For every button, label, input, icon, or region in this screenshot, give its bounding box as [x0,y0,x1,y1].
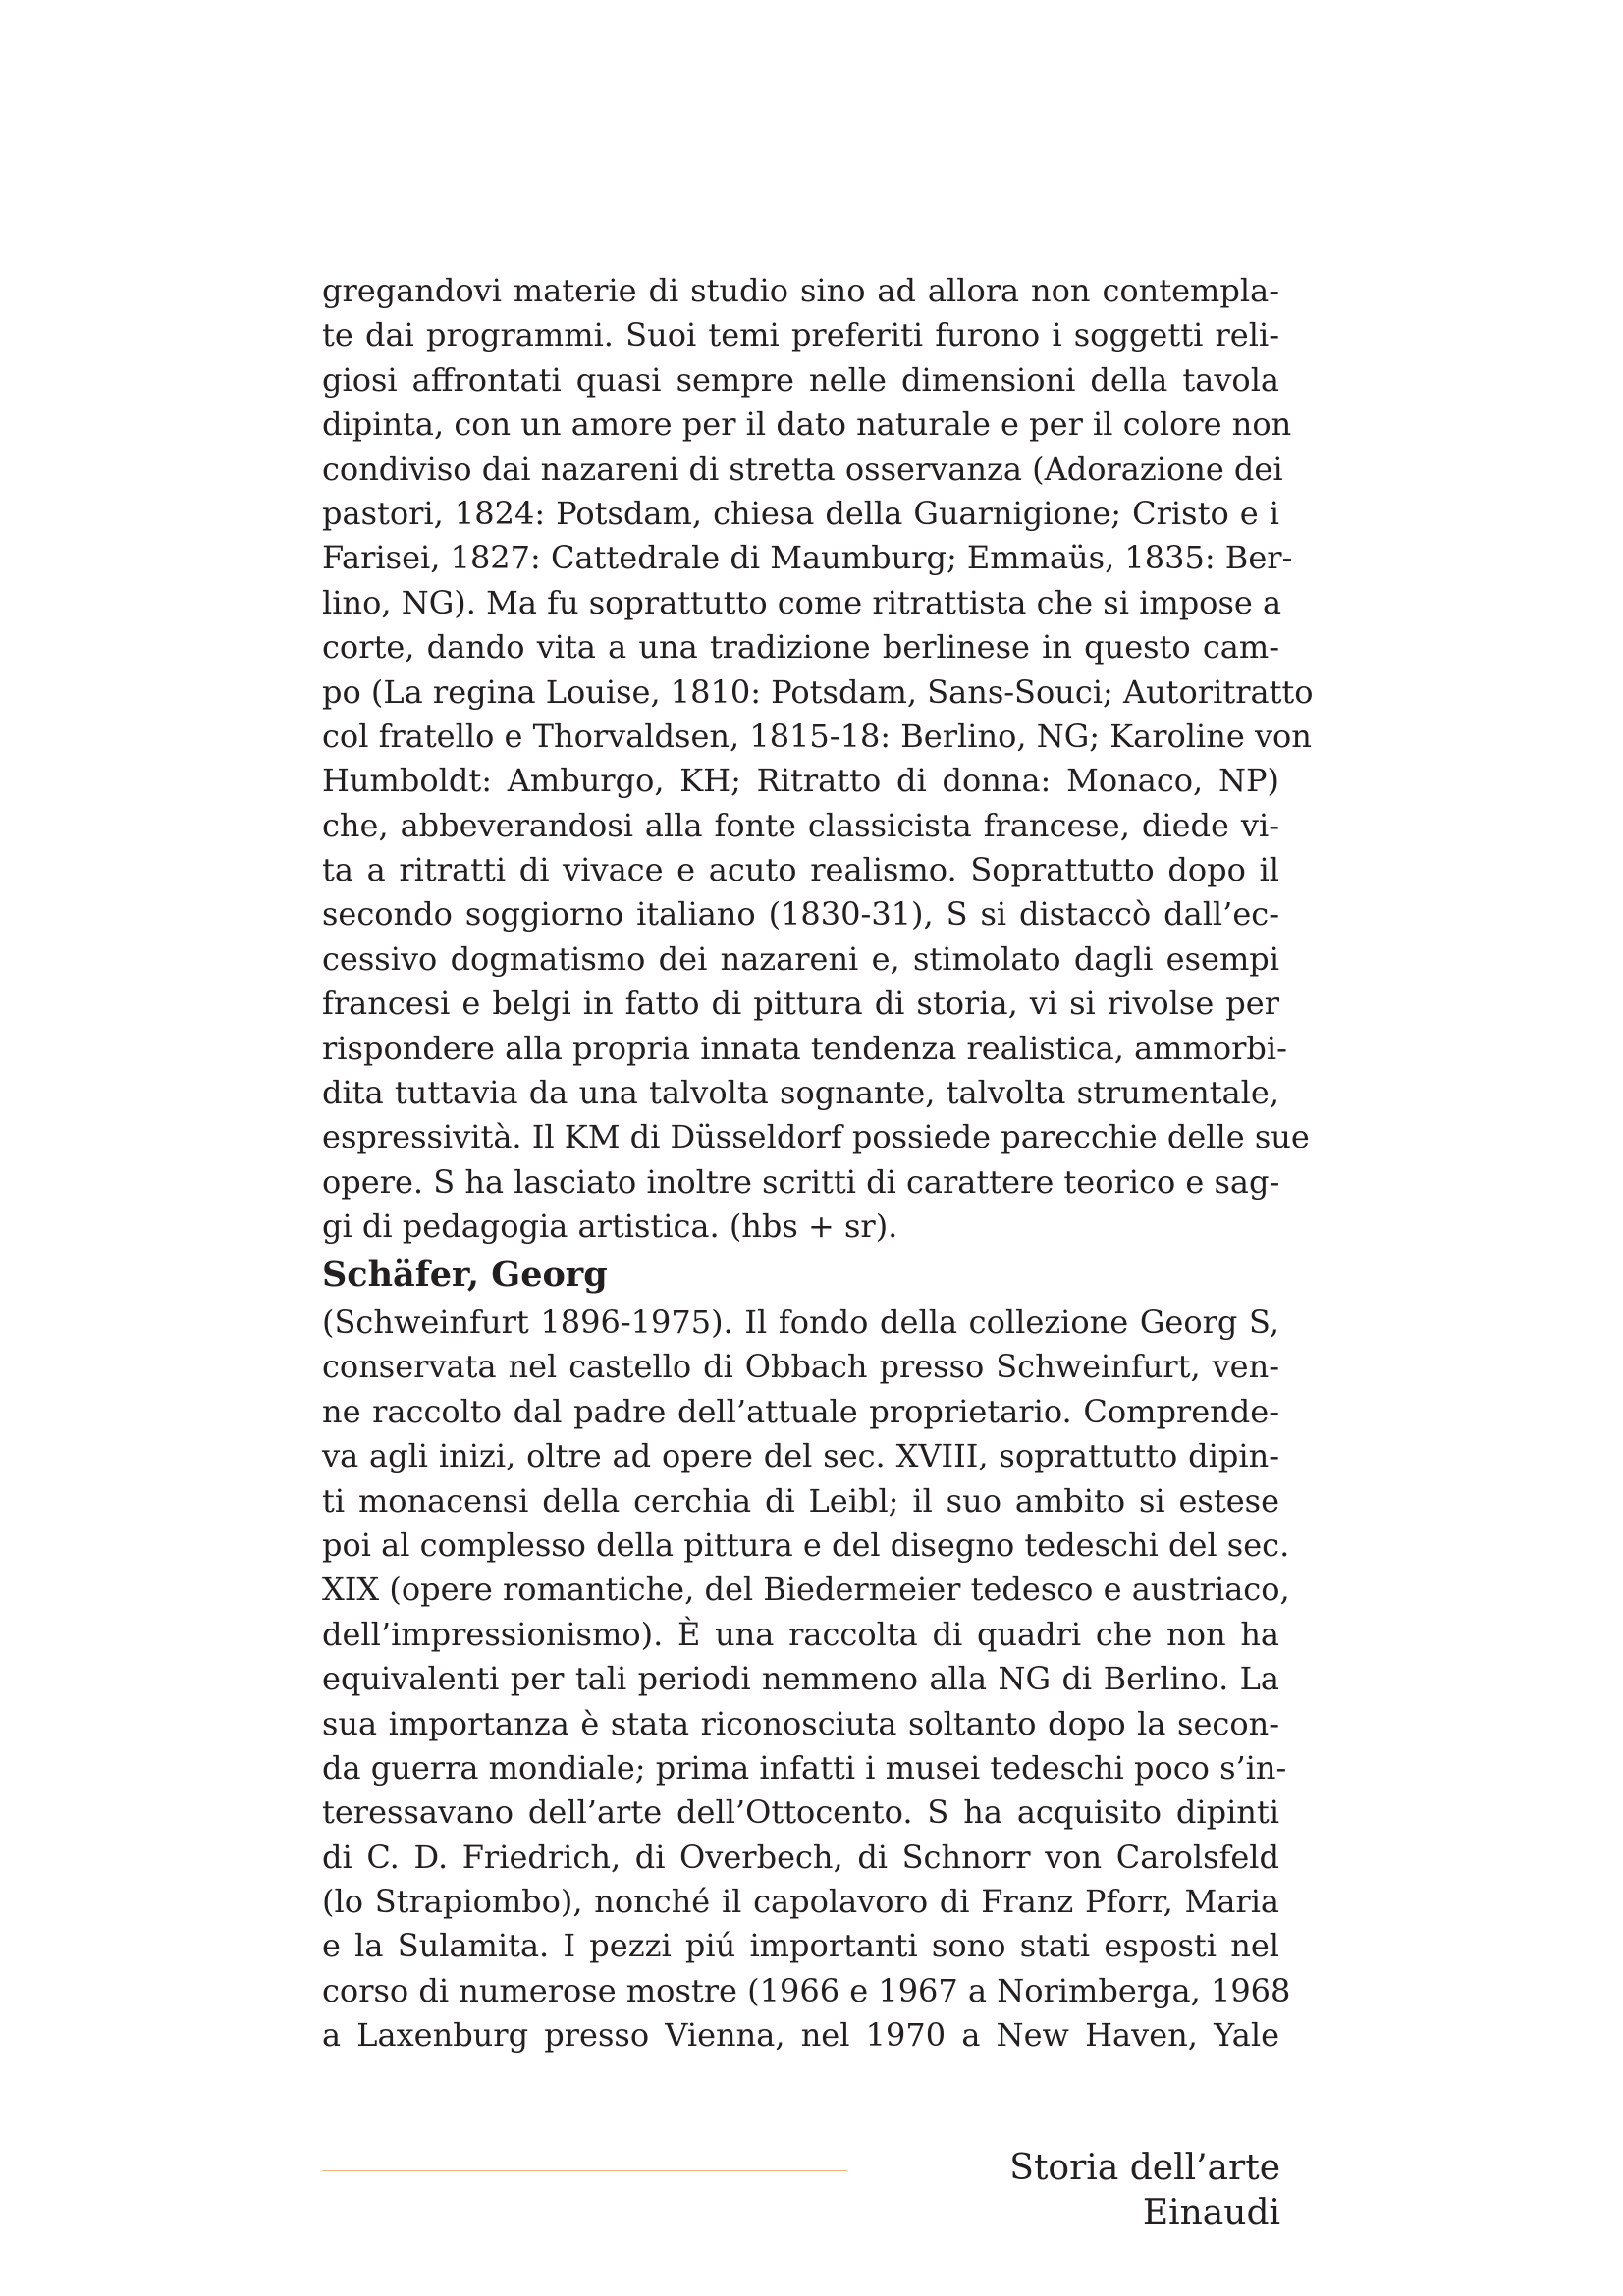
text-line: po (La regina Louise, 1810: Potsdam, Sans-Souci; Autoritratto [322,672,1314,711]
text-line: corso di numerose mostre (1966 e 1967 a Norimberga, 1968 [322,1971,1291,2009]
text-line: giosi affrontati quasi sempre nelle dimensioni della tavola [322,360,1279,399]
text-line: (lo Strapiombo), nonché il capolavoro di Franz Pforr, Maria [322,1883,1279,1921]
footer-title: Storia dell’arte Einaudi [1009,2148,1280,2233]
entry-text [322,1301,1291,2058]
text-line: te dai programmi. Suoi temi preferiti furono i soggetti reli- [322,316,1279,354]
text-line: sua importanza è stata riconosciuta soltanto dopo la secon- [322,1704,1279,1742]
text-line: opere. S ha lasciato inoltre scritti di carattere teorico e sag- [322,1162,1280,1201]
text-line: dipinta, con un amore per il dato naturale e per il colore non [322,405,1292,444]
entry-heading: Schäfer, Georg [322,1255,608,1295]
text-line: ti monacensi della cerchia di Leibl; il suo ambito si estese [322,1481,1279,1520]
text-line: cessivo dogmatismo dei nazareni e, stimolato dagli esempi [322,939,1279,978]
text-line: gregandovi materie di studio sino ad allora non contempla- [322,272,1279,309]
text-line: a Laxenburg presso Vienna, nel 1970 a New Haven, Yale [322,2016,1279,2055]
text-line: ne raccolto dal padre dell’attuale proprietario. Comprende- [322,1392,1279,1430]
text-line: equivalenti per tali periodi nemmeno alla NG di Berlino. La [322,1660,1279,1698]
text-line: dell’impressionismo). È una raccolta di quadri che non ha [322,1615,1279,1653]
text-line: pastori, 1824: Potsdam, chiesa della Guarnigione; Cristo e i [322,494,1279,532]
text-line: (Schweinfurt 1896-1975). Il fondo della collezione Georg S, [322,1304,1279,1341]
text-line: e la Sulamita. I pezzi piú importanti sono stati esposti nel [322,1927,1279,1965]
text-line: espressività. Il KM di Düsseldorf possiede parecchie delle sue [322,1118,1310,1156]
text-line: rispondere alla propria innata tendenza realistica, ammorbi- [322,1029,1287,1067]
text-line: teressavano dell’arte dell’Ottocento. S ha acquisito dipinti [322,1793,1279,1832]
text-line: condiviso dai nazareni di stretta osservanza (Adorazione dei [322,450,1283,488]
text-line: da guerra mondiale; prima infatti i musei tedeschi poco s’in- [322,1748,1287,1787]
text-line: conservata nel castello di Obbach presso Schweinfurt, ven- [322,1348,1279,1386]
text-line: poi al complesso della pittura e del disegno tedeschi del sec. [322,1525,1290,1564]
text-line: va agli inizi, oltre ad opere del sec. XVIII, soprattutto dipin- [322,1437,1279,1475]
footer-rule [322,2170,847,2171]
text-line: lino, NG). Ma fu soprattutto come ritrattista che si impose a [322,583,1282,621]
text-line: di C. D. Friedrich, di Overbech, di Schnorr von Carolsfeld [322,1838,1279,1876]
text-line: secondo soggiorno italiano (1830-31), S si distaccò dall’ec- [322,895,1279,934]
text-line: Humboldt: Amburgo, KH; Ritratto di donna: Monaco, NP) [322,762,1279,800]
text-line: corte, dando vita a una tradizione berlinese in questo cam- [322,628,1279,667]
entry-continued-text [322,269,1314,1250]
text-line: XIX (opere romantiche, del Biedermeier tedesco e austriaco, [322,1571,1290,1609]
text-line: Farisei, 1827: Cattedrale di Maumburg; Emmaüs, 1835: Ber- [322,539,1293,577]
text-line: col fratello e Thorvaldsen, 1815-18: Berlino, NG; Karoline von [322,717,1312,755]
text-line: gi di pedagogia artistica. (hbs + sr). [322,1207,898,1246]
text-line: dita tuttavia da una talvolta sognante, talvolta strumentale, [322,1074,1279,1112]
text-line: francesi e belgi in fatto di pittura di storia, vi si rivolse per [322,985,1279,1023]
text-line: che, abbeverandosi alla fonte classicista francese, diede vi- [322,806,1279,844]
text-line: ta a ritratti di vivace e acuto realismo. Soprattutto dopo il [322,851,1279,889]
